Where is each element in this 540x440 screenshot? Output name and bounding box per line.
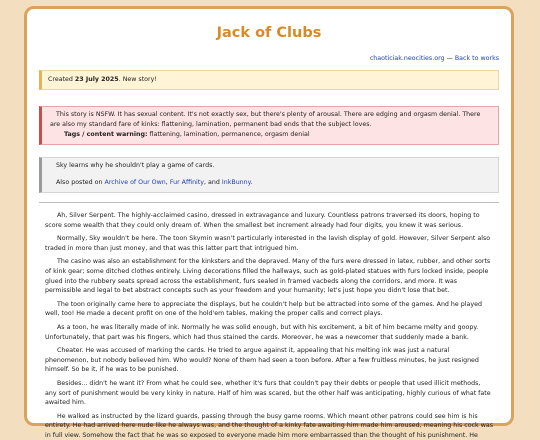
tags-label: Tags / content warning: (64, 131, 148, 138)
inkbunny-link[interactable]: InkBunny (221, 179, 251, 186)
story-paragraph: Normally, Sky wouldn't be here. The toon Skymin wasn't particularly interested in the lavish display of gold. However, Silver Serpent also traded in more than just money, and that was this latter part that intrigued him. (45, 235, 491, 252)
story-summary (39, 157, 499, 193)
warning-text: This story is NSFW. It has sexual content. It's not exactly sex, but there's plenty of arousal. There are edging and orgasm denial. There are also my standard fare of kinks: flattening, lamination, permanent bad ends that the subject loves. (50, 111, 481, 128)
posted-sep-1: , (165, 179, 170, 186)
created-date: 23 July 2025 (74, 76, 119, 83)
page-title: Jack of Clubs (216, 25, 322, 41)
story-paragraph: The casino was also an establishment for the kinksters and the depraved. Many of the furs were dressed in latex, rubber, and other sorts of kink gear; some ditched clothes entirely. Living decorations filled the hallways, such as gold-plated statues with furs locked inside, people glued into the rubbery seats spread across the establishment, furs sealed in framed vacbeds along the corridors, and more. It was permissible and legal to bet abstract concepts such as your freedom and your humanity; let's just hope you didn't lose that bet. (45, 258, 491, 295)
created-prefix: Created (48, 76, 75, 83)
site-nav (27, 55, 499, 62)
story-paragraph: He walked as instructed by the lizard guards, passing through the busy game rooms. Which meant other patrons could see him is his entirety. He had arrived here nude like he always was, and the thought of a kinky fate awaiting him made him aroused, meaning his cock was in full view. Somehow the fact that he was so exposed to everyone made him more embarrassed than the thought of his punishment. He (45, 412, 493, 439)
story-paragraph: The toon originally came here to appreciate the displays, but he couldn't help but be attracted into some of the games. And he played well, too! He made a decent profit on one of the hold'em tables, making the proper calls and correct plays. (45, 300, 482, 318)
story-paragraph: Cheater. He was accused of marking the cards. He tried to argue against it, appealing that his melting ink was just a natural phenomenon, but nobody believed him. Who would? None of them had seen a toon before. After a few fruitless minutes, he just resigned himself. So be it, if he was to be punished. (45, 347, 479, 374)
back-to-works-link[interactable]: Back to works (454, 55, 499, 62)
tags-list: flattening, lamination, permanence, orgasm denial (147, 131, 310, 138)
posted-end: . (250, 179, 253, 186)
furaffinity-link[interactable]: Fur Affinity (169, 179, 205, 186)
divider (39, 202, 499, 203)
site-home-link[interactable]: chaoticiak.neocities.org (369, 55, 445, 62)
created-notice (39, 70, 499, 90)
ao3-link[interactable]: Archive of Our Own (104, 179, 166, 186)
created-suffix: . New story! (118, 76, 157, 83)
story-paragraph: Ah, Silver Serpent. The highly-acclaimed casino, dressed in extravagance and luxury. Countless patrons traversed its doors, hoping to score some wealth that they could only dream of. When the smallest bet increment already had four digits, you knew it was serious. (45, 212, 480, 229)
story-paragraph: Besides... didn't he want it? From what he could see, whether it's furs that couldn't pay their debts or people that used illicit methods, any sort of punishment would be very kinky in nature. Half of him was scared, but the other half was anticipating, highly curious of what fate awaited him. (45, 379, 491, 407)
summary-text: Sky learns why he shouldn't play a game of cards. (56, 162, 215, 169)
also-posted (50, 178, 490, 188)
page-card (24, 6, 514, 439)
nav-separator: — (444, 55, 455, 62)
content-tags (50, 130, 490, 140)
posted-prefix: Also posted on (56, 179, 105, 186)
story-paragraph: As a toon, he was literally made of ink. Normally he was solid enough, but with his excitement, a bit of him became melty and goopy. Unfortunately, that part was his fingers, which had thus stained the cards. Moreover, he was a newcomer that suddenly made a bank. (45, 323, 479, 341)
nsfw-warning (39, 106, 499, 145)
story-body (45, 211, 493, 440)
posted-sep-2: , and (204, 179, 222, 186)
